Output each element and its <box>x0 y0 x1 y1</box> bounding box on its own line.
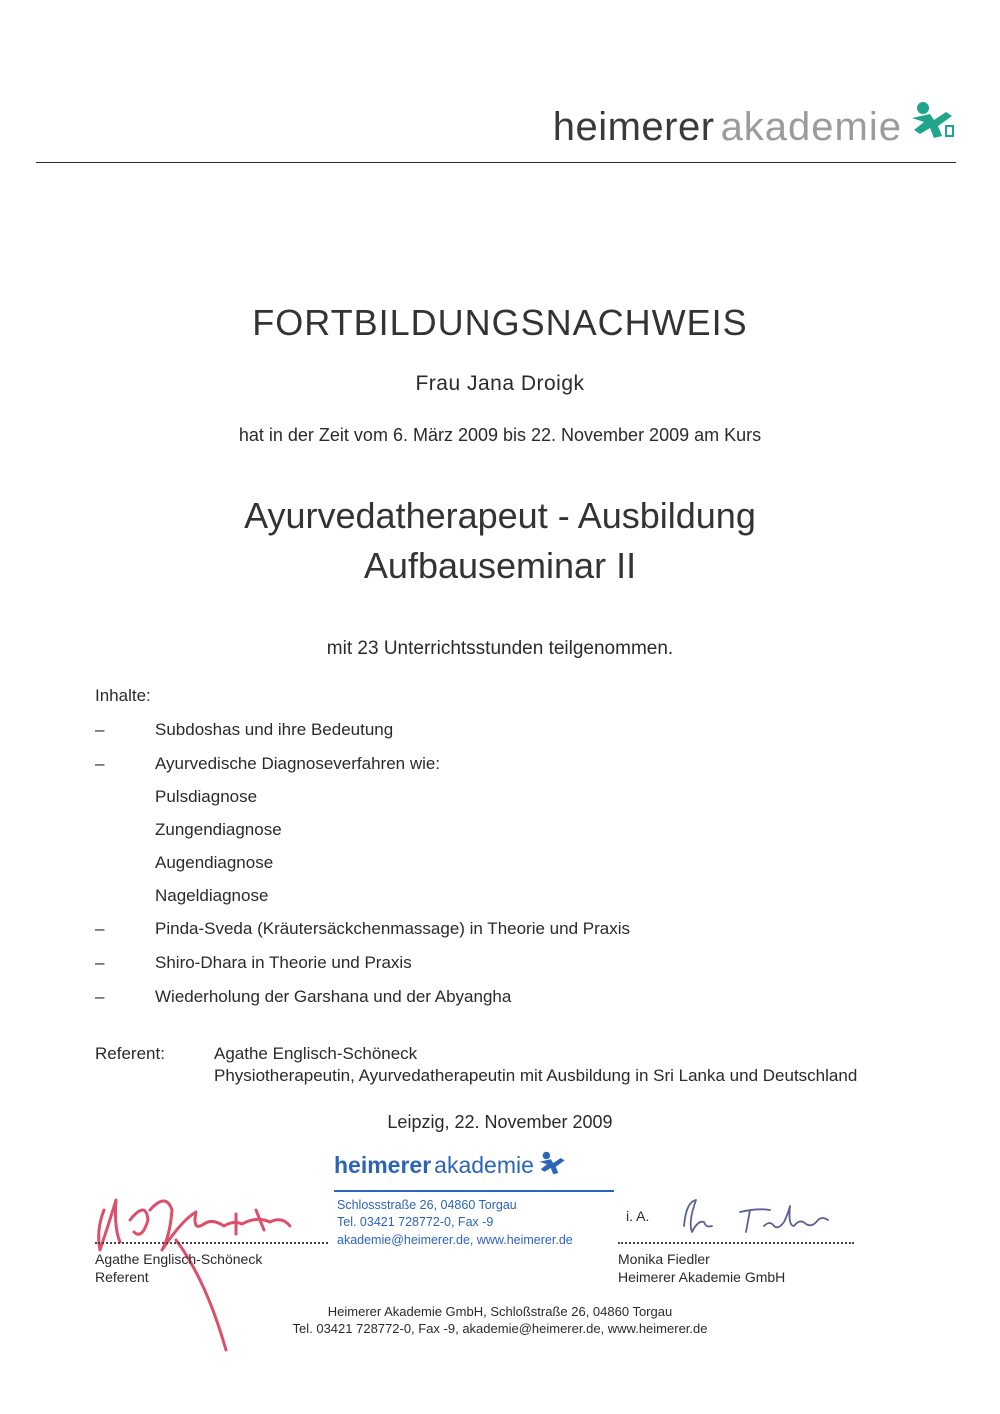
item-text: Subdoshas und ihre Bedeutung <box>155 720 394 739</box>
logo-word-heimerer: heimerer <box>552 105 715 149</box>
item-bullet: – <box>95 919 105 938</box>
item-text: Nageldiagnose <box>155 886 269 905</box>
stamp-address: Schlossstraße 26, 04860 Torgau <box>337 1198 517 1212</box>
recipient-name: Frau Jana Droigk <box>415 372 585 395</box>
item-text: Augendiagnose <box>155 853 274 872</box>
stamp-logo <box>334 1150 624 1179</box>
item-bullet: – <box>95 754 105 773</box>
item-bullet: – <box>95 953 105 972</box>
referent-label: Referent: <box>95 1044 165 1063</box>
course-period: hat in der Zeit vom 6. März 2009 bis 22. November 2009 am Kurs <box>238 425 762 445</box>
course-hours: mit 23 Unterrichtsstunden teilgenommen. <box>326 638 674 659</box>
referent-name: Agathe Englisch-Schöneck <box>214 1044 418 1063</box>
left-signatory-role: Referent <box>95 1269 149 1285</box>
referent-description: Physiotherapeutin, Ayurvedatherapeutin mit Ausbildung in Sri Lanka und Deutschland <box>214 1066 858 1085</box>
logo-word-akademie: akademie <box>720 105 902 149</box>
document-title: FORTBILDUNGSNACHWEIS <box>252 302 748 343</box>
contents-label: Inhalte: <box>95 686 151 705</box>
right-signature-icon <box>678 1192 838 1242</box>
right-signatory-name: Monika Fiedler <box>618 1251 710 1267</box>
footer-contact: Tel. 03421 728772-0, Fax -9, akademie@heimerer.de, www.heimerer.de <box>292 1321 708 1336</box>
item-text: Pulsdiagnose <box>155 787 258 806</box>
company-stamp <box>334 1150 624 1247</box>
right-signatory-organization: Heimerer Akademie GmbH <box>618 1269 786 1285</box>
stamp-web: akademie@heimerer.de, www.heimerer.de <box>337 1233 573 1247</box>
header-divider <box>36 162 956 163</box>
stamp-figure-icon <box>537 1150 567 1176</box>
item-text: Zungendiagnose <box>155 820 282 839</box>
stamp-word-heimerer: heimerer <box>334 1152 432 1178</box>
footer-address: Heimerer Akademie GmbH, Schloßstraße 26, 04860 Torgau <box>327 1304 673 1319</box>
header-logo <box>553 94 956 150</box>
item-bullet: – <box>95 720 105 739</box>
stamp-divider <box>334 1190 614 1192</box>
stamp-phone: Tel. 03421 728772-0, Fax -9 <box>337 1215 494 1229</box>
course-title-line2: Aufbauseminar II <box>363 545 637 586</box>
left-signature-line <box>95 1242 328 1244</box>
left-signatory-name: Agathe Englisch-Schöneck <box>95 1251 263 1267</box>
stamp-word-akademie: akademie <box>434 1152 534 1178</box>
item-text: Wiederholung der Garshana und der Abyangha <box>155 987 512 1006</box>
course-title-line1: Ayurvedatherapeut - Ausbildung <box>244 495 756 536</box>
item-text: Shiro-Dhara in Theorie und Praxis <box>155 953 412 972</box>
place-and-date: Leipzig, 22. November 2009 <box>387 1112 613 1132</box>
item-text: Pinda-Sveda (Kräutersäckchenmassage) in Theorie und Praxis <box>155 919 630 938</box>
right-signature-line <box>618 1242 854 1244</box>
item-bullet: – <box>95 987 105 1006</box>
on-behalf-prefix: i. A. <box>626 1208 650 1224</box>
item-text: Ayurvedische Diagnoseverfahren wie: <box>155 754 441 773</box>
akademie-figure-icon <box>908 100 956 140</box>
